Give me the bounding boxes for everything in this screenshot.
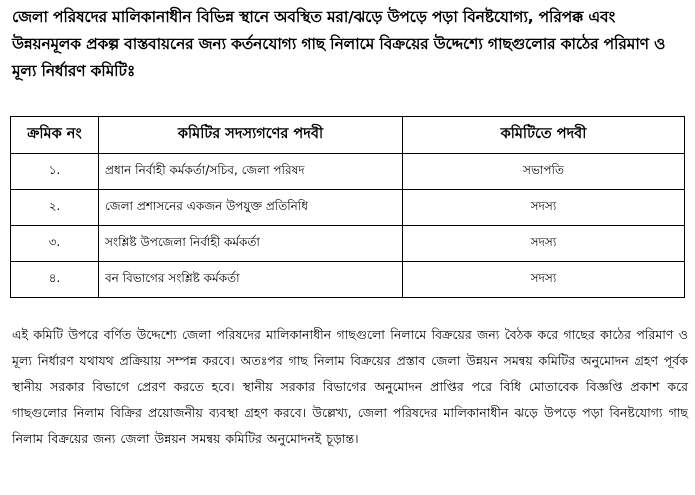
header-committee-role: কমিটিতে পদবী (403, 117, 685, 154)
cell-serial: ৩. (11, 226, 99, 262)
cell-designation: বন বিভাগের সংশ্লিষ্ট কর্মকর্তা (99, 262, 403, 298)
cell-role: সদস্য (403, 262, 685, 298)
table-row (11, 154, 685, 190)
cell-designation: সংশ্লিষ্ট উপজেলা নির্বাহী কর্মকর্তা (99, 226, 403, 262)
cell-role: সদস্য (403, 226, 685, 262)
cell-designation: জেলা প্রশাসনের একজন উপযুক্ত প্রতিনিধি (99, 190, 403, 226)
committee-description-paragraph: এই কমিটি উপরে বর্ণিত উদ্দেশ্যে জেলা পরিষদের মালিকানাধীন গাছগুলো নিলামে বিক্রয়ের জন্য বৈঠক করে গাছের কাঠের পরিমাণ ও মূল্য নির্ধারণ যথাযথ প্রক্রিয়ায় সম্পন্ন করবে। অতঃপর গাছ নিলাম বিক্রয়ের প্রস্তাব জেলা উন্নয়ন সমন্বয় কমিটির অনুমোদন গ্রহণ পূর্বক স্থানীয় সরকার বিভাগে প্রেরণ করতে হবে। স্থানীয় সরকার বিভাগের অনুমোদন প্রাপ্তির পরে বিধি মোতাবেক বিজ্ঞপ্তি প্রকাশ করে গাছগুলোর নিলাম বিক্রির প্রয়োজনীয় ব্যবস্থা গ্রহণ করবে। উল্লেখ্য, জেলা পরিষদের মালিকানাধীন ঝড়ে উপড়ে পড়া বিনষ্টযোগ্য গাছ নিলাম বিক্রয়ের জন্য জেলা উন্নয়ন সমন্বয় কমিটির অনুমোদনই চূড়ান্ত। (12, 327, 688, 446)
table-header-row (11, 117, 685, 154)
cell-serial: ২. (11, 190, 99, 226)
header-serial-number: ক্রমিক নং (11, 117, 99, 154)
committee-table (10, 116, 685, 298)
cell-designation: প্রধান নির্বাহী কর্মকর্তা/সচিব, জেলা পরিষদ (99, 154, 403, 190)
document-heading: জেলা পরিষদের মালিকানাধীন বিভিন্ন স্থানে অবস্থিত মরা/ঝড়ে উপড়ে পড়া বিনষ্টযোগ্য, পরিপক্ক এবং উন্নয়নমূলক প্রকল্প বাস্তবায়নের জন্য কর্তনযোগ্য গাছ নিলামে বিক্রয়ের উদ্দেশ্যে গাছগুলোর কাঠের পরিমাণ ও মূল্য নির্ধারণ কমিটিঃ (12, 8, 666, 80)
table-row (11, 262, 685, 298)
cell-role: সভাপতি (403, 154, 685, 190)
cell-serial: ১. (11, 154, 99, 190)
table-row (11, 190, 685, 226)
header-member-designation: কমিটির সদস্যগণের পদবী (99, 117, 403, 154)
cell-role: সদস্য (403, 190, 685, 226)
cell-serial: ৪. (11, 262, 99, 298)
table-row (11, 226, 685, 262)
